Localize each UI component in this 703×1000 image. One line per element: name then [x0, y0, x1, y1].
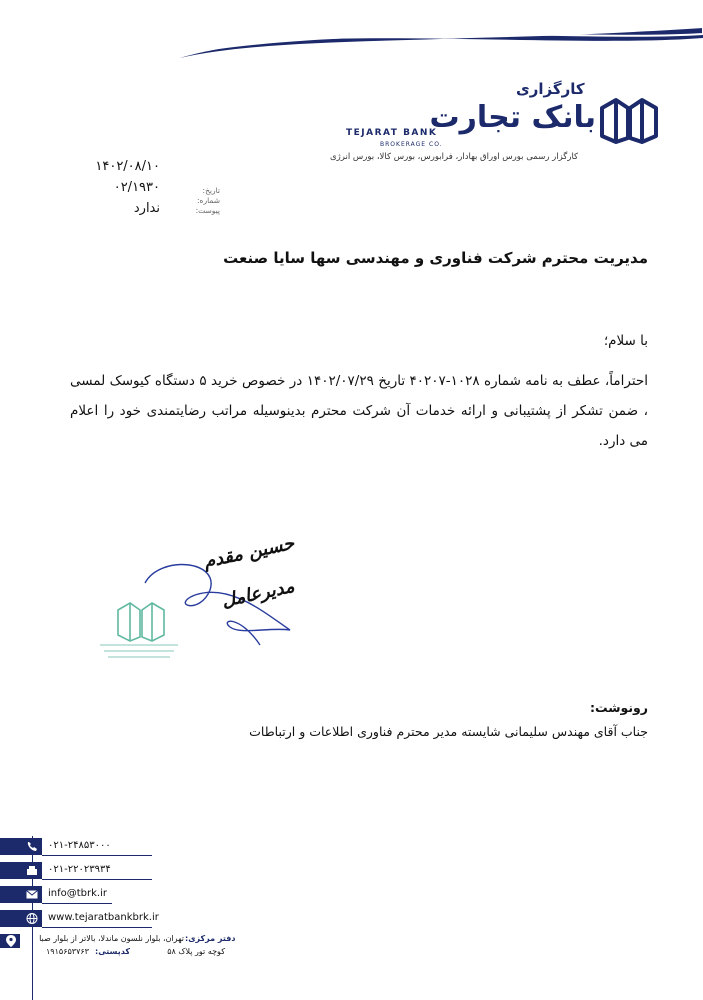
letter-greeting: با سلام؛ [603, 333, 648, 349]
location-pin-icon [6, 935, 16, 947]
footer-phone-line [42, 855, 152, 856]
footer-address-label: دفتر مرکزی: [185, 934, 236, 943]
letter-meta-labels [180, 186, 220, 216]
footer-fax-line [42, 879, 152, 880]
letter-number: ۰۲/۱۹۳۰ [113, 180, 160, 195]
email-icon [26, 889, 38, 900]
footer-address: تهران، بلوار نلسون ماندلا، بالاتر از بلوار صبا [39, 934, 184, 943]
footer-phone[interactable]: ۰۲۱-۲۴۸۵۳۰۰۰ [48, 840, 111, 851]
letter-addressee: مدیریت محترم شرکت فناوری و مهندسی سها سایا صنعت [223, 249, 648, 267]
footer-email-line [42, 903, 112, 904]
brand-prefix: کارگزاری [516, 80, 585, 98]
globe-icon [26, 913, 38, 924]
footer-website[interactable]: www.tejaratbankbrk.ir [48, 912, 159, 923]
footer-zip: ۱۹۱۵۶۵۳۷۶۳ [46, 947, 89, 956]
signature-block [100, 532, 300, 660]
number-label: شماره: [197, 196, 220, 205]
footer-email[interactable]: info@tbrk.ir [48, 888, 107, 899]
letter-attachment: ندارد [133, 201, 160, 216]
attachment-label: پیوست: [195, 206, 220, 215]
brand-name-en-sub: BROKERAGE CO. [380, 141, 443, 148]
signer-name: حسین مقدم [201, 532, 297, 573]
footer-address-line2: کوچه تور پلاک ۵۸ [167, 947, 225, 956]
brand-name: بانک تجارت [429, 100, 596, 135]
fax-icon [26, 865, 38, 876]
signer-title: مدیرعامل [219, 575, 297, 612]
letter-body: احتراماً، عطف به نامه شماره ۱۰۲۸-۴۰۲۰۷ تاریخ ۱۴۰۲/۰۷/۲۹ در خصوص خرید ۵ دستگاه کیوسک لمسی ، ضمن تشکر از پشتیبانی و ارائه خدمات آن شرکت محترم بدینوسیله مراتب رضایتمندی خود را اعلام می دارد. [70, 373, 648, 449]
letter-date: ۱۴۰۲/۰۸/۱۰ [95, 159, 160, 174]
letter-meta-values [70, 156, 160, 219]
brokerage-logo-icon [598, 96, 660, 144]
brand-name-en: TEJARAT BANK [346, 128, 438, 138]
date-label: تاریخ: [202, 186, 220, 195]
brand-tagline: کارگزار رسمی بورس اوراق بهادار، فرابورس، بورس کالا، بورس انرژی [330, 152, 579, 162]
footer-web-line [42, 927, 152, 928]
footer-fax: ۰۲۱-۲۲۰۲۳۹۳۴ [48, 864, 111, 875]
header-band [0, 0, 703, 60]
cc-text: جناب آقای مهندس سلیمانی شایسته مدیر محترم فناوری اطلاعات و ارتباطات [249, 724, 648, 739]
phone-icon [26, 841, 38, 852]
footer-zip-label: کدپستی: [95, 947, 130, 956]
cc-title: رونوشت: [589, 700, 648, 715]
